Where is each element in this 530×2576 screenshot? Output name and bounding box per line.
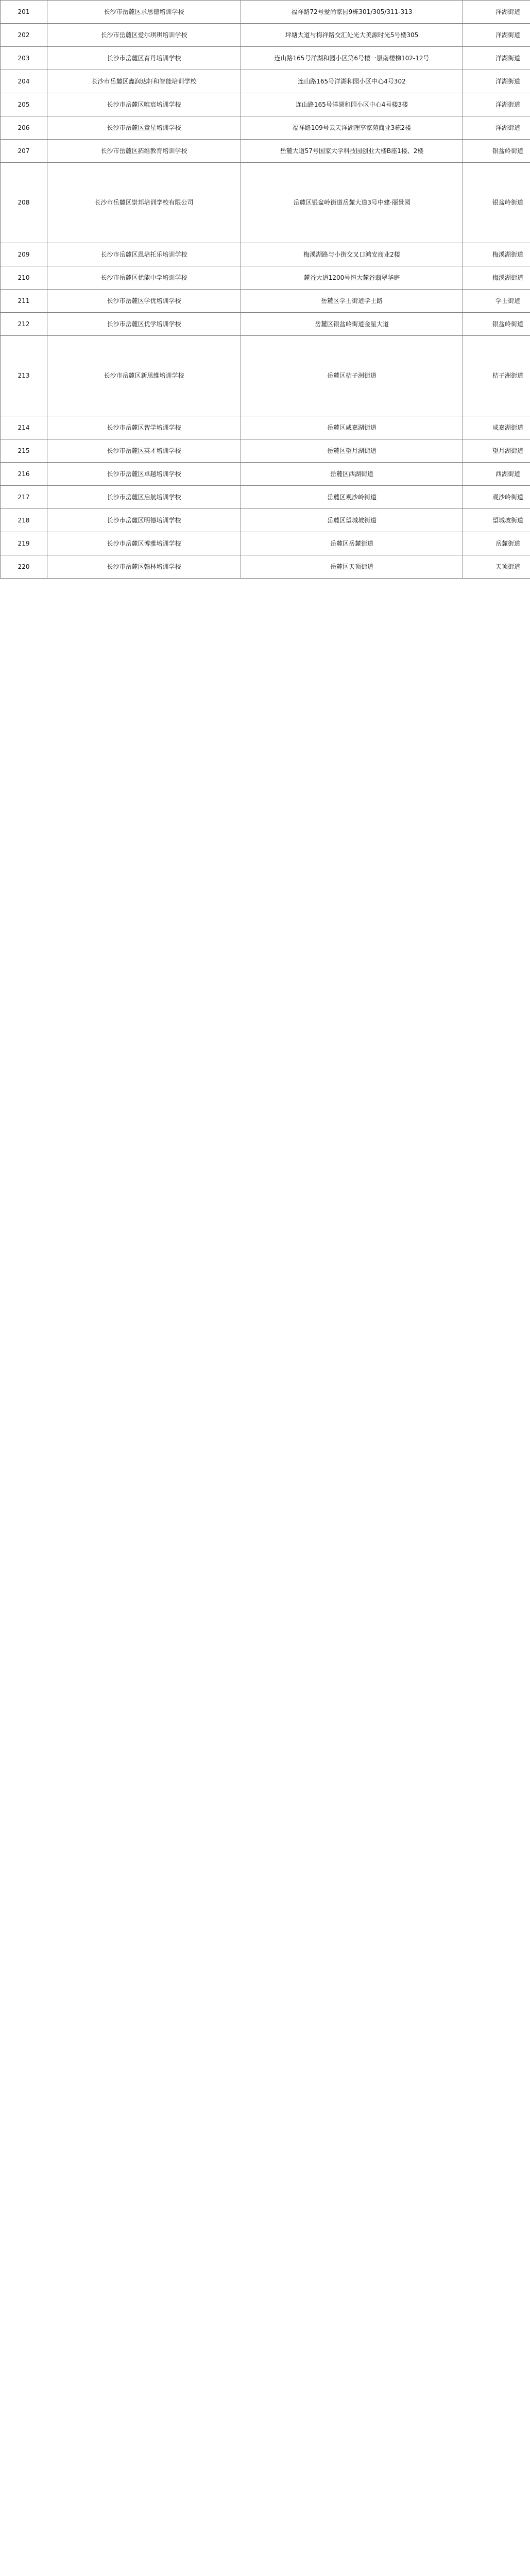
school-name-cell: 长沙市岳麓区明德培训学校: [47, 509, 241, 532]
row-number-cell: 205: [1, 93, 47, 116]
table-row: [1, 336, 530, 416]
subdistrict-cell: 洋湖街道: [463, 24, 530, 47]
table-row: [1, 313, 530, 336]
school-name-cell: 长沙市岳麓区博雅培训学校: [47, 532, 241, 555]
row-number-cell: 217: [1, 486, 47, 509]
school-name-cell: 长沙市岳麓区学优培训学校: [47, 290, 241, 313]
table-body: [1, 1, 530, 579]
address-cell: 岳麓区桔子洲街道: [241, 336, 463, 416]
row-number-cell: 213: [1, 336, 47, 416]
subdistrict-cell: 梅溪湖街道: [463, 266, 530, 290]
table-row: [1, 439, 530, 463]
table-row: [1, 290, 530, 313]
table-row: [1, 416, 530, 439]
school-name-cell: 长沙市岳麓区唯宸培训学校: [47, 93, 241, 116]
address-cell: 梅溪湖路与小街交叉口鸿安商业2楼: [241, 243, 463, 266]
subdistrict-cell: 银盆岭街道: [463, 140, 530, 163]
table-row: [1, 163, 530, 243]
address-cell: 连山路165号洋湖和园小区第6号楼一层南楼梯102-12号: [241, 47, 463, 70]
row-number-cell: 220: [1, 555, 47, 579]
school-name-cell: 长沙市岳麓区崇邦培训学校有限公司: [47, 163, 241, 243]
address-cell: 岳麓区观沙岭街道: [241, 486, 463, 509]
subdistrict-cell: 银盆岭街道: [463, 163, 530, 243]
subdistrict-cell: 天顶街道: [463, 555, 530, 579]
address-cell: 岳麓区学士街道学士路: [241, 290, 463, 313]
address-cell: 岳麓区银盆岭街道岳麓大道3号中建·丽景园: [241, 163, 463, 243]
table-row: [1, 47, 530, 70]
row-number-cell: 203: [1, 47, 47, 70]
row-number-cell: 201: [1, 1, 47, 24]
address-cell: 连山路165号洋湖和园小区中心4号302: [241, 70, 463, 93]
school-name-cell: 长沙市岳麓区恩培托乐培训学校: [47, 243, 241, 266]
row-number-cell: 214: [1, 416, 47, 439]
address-cell: 岳麓区西湖街道: [241, 463, 463, 486]
table-row: [1, 243, 530, 266]
subdistrict-cell: 岳麓街道: [463, 532, 530, 555]
row-number-cell: 206: [1, 116, 47, 140]
row-number-cell: 208: [1, 163, 47, 243]
table-row: [1, 140, 530, 163]
row-number-cell: 207: [1, 140, 47, 163]
row-number-cell: 204: [1, 70, 47, 93]
table-row: [1, 463, 530, 486]
subdistrict-cell: 洋湖街道: [463, 70, 530, 93]
row-number-cell: 218: [1, 509, 47, 532]
school-name-cell: 长沙市岳麓区启航培训学校: [47, 486, 241, 509]
table-row: [1, 555, 530, 579]
school-name-cell: 长沙市岳麓区优学培训学校: [47, 313, 241, 336]
table-row: [1, 509, 530, 532]
subdistrict-cell: 望月湖街道: [463, 439, 530, 463]
address-cell: 岳麓区咸嘉湖街道: [241, 416, 463, 439]
table-row: [1, 1, 530, 24]
address-cell: 福祥路109号云天洋湖理享家苑商业3栋2楼: [241, 116, 463, 140]
subdistrict-cell: 洋湖街道: [463, 116, 530, 140]
school-name-cell: 长沙市岳麓区求思德培训学校: [47, 1, 241, 24]
subdistrict-cell: 梅溪湖街道: [463, 243, 530, 266]
school-name-cell: 长沙市岳麓区智学培训学校: [47, 416, 241, 439]
address-cell: 岳麓区望月湖街道: [241, 439, 463, 463]
row-number-cell: 219: [1, 532, 47, 555]
school-name-cell: 长沙市岳麓区优能中学培训学校: [47, 266, 241, 290]
school-name-cell: 长沙市岳麓区英才培训学校: [47, 439, 241, 463]
subdistrict-cell: 学士街道: [463, 290, 530, 313]
subdistrict-cell: 咸嘉湖街道: [463, 416, 530, 439]
address-cell: 岳麓区银盆岭街道金星大道: [241, 313, 463, 336]
school-name-cell: 长沙市岳麓区卓越培训学校: [47, 463, 241, 486]
school-name-cell: 长沙市岳麓区翰林培训学校: [47, 555, 241, 579]
address-cell: 岳麓大道57号国家大学科技园创业大楼B座1楼、2楼: [241, 140, 463, 163]
subdistrict-cell: 桔子洲街道: [463, 336, 530, 416]
table-row: [1, 532, 530, 555]
address-cell: 连山路165号洋湖和园小区中心4号楼3楼: [241, 93, 463, 116]
row-number-cell: 202: [1, 24, 47, 47]
subdistrict-cell: 观沙岭街道: [463, 486, 530, 509]
subdistrict-cell: 洋湖街道: [463, 93, 530, 116]
school-registry-table: [0, 0, 530, 579]
address-cell: 岳麓区天顶街道: [241, 555, 463, 579]
school-name-cell: 长沙市岳麓区童星培训学校: [47, 116, 241, 140]
school-name-cell: 长沙市岳麓区鑫润达轩和智能培训学校: [47, 70, 241, 93]
row-number-cell: 209: [1, 243, 47, 266]
subdistrict-cell: 银盆岭街道: [463, 313, 530, 336]
table-row: [1, 486, 530, 509]
address-cell: 坪塘大道与梅祥路交汇处光大美源时光5号楼305: [241, 24, 463, 47]
school-name-cell: 长沙市岳麓区爱尔琪琪培训学校: [47, 24, 241, 47]
table-row: [1, 70, 530, 93]
address-cell: 岳麓区岳麓街道: [241, 532, 463, 555]
row-number-cell: 215: [1, 439, 47, 463]
table-row: [1, 24, 530, 47]
subdistrict-cell: 望城坡街道: [463, 509, 530, 532]
school-name-cell: 长沙市岳麓区育丹培训学校: [47, 47, 241, 70]
address-cell: 福祥路72号爱尚家园9栋301/305/311-313: [241, 1, 463, 24]
table-row: [1, 116, 530, 140]
school-name-cell: 长沙市岳麓区新思维培训学校: [47, 336, 241, 416]
table-row: [1, 266, 530, 290]
table-row: [1, 93, 530, 116]
row-number-cell: 212: [1, 313, 47, 336]
subdistrict-cell: 洋湖街道: [463, 1, 530, 24]
subdistrict-cell: 洋湖街道: [463, 47, 530, 70]
row-number-cell: 216: [1, 463, 47, 486]
row-number-cell: 211: [1, 290, 47, 313]
subdistrict-cell: 西湖街道: [463, 463, 530, 486]
address-cell: 麓谷大道1200号恒大麓谷翡翠华庭: [241, 266, 463, 290]
school-name-cell: 长沙市岳麓区拓维教育培训学校: [47, 140, 241, 163]
address-cell: 岳麓区望城坡街道: [241, 509, 463, 532]
row-number-cell: 210: [1, 266, 47, 290]
